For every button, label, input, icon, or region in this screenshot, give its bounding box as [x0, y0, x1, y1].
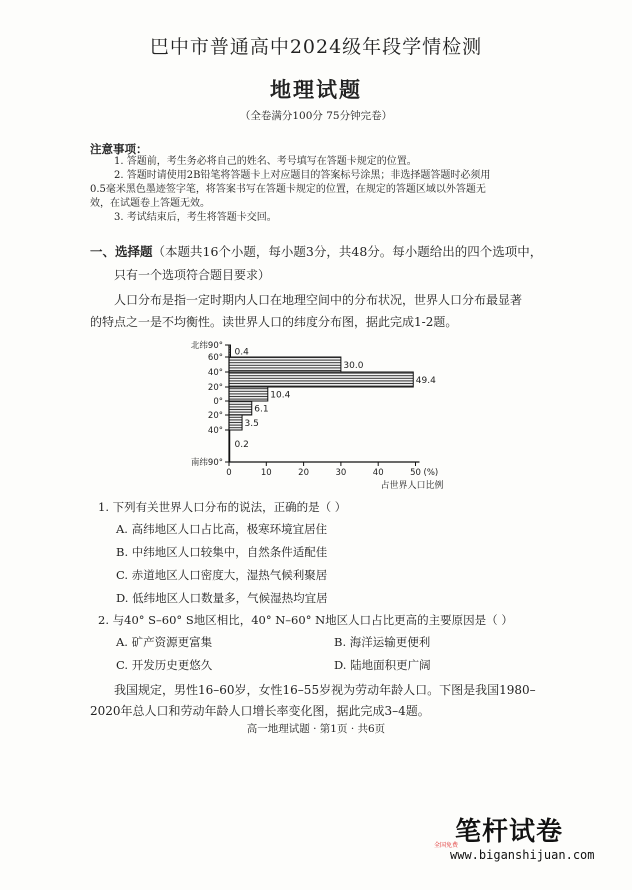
note-line: 效，在试题卷上答题无效。 [90, 198, 210, 209]
x-unit-label: (%) [423, 468, 439, 478]
x-tick-label: 30 [335, 468, 347, 478]
notes-heading: 注意事项： [90, 142, 148, 156]
watermark-name: 笔杆试卷 [455, 817, 564, 847]
y-tick-label: 20° [207, 383, 223, 393]
q1-option-d: D. 低纬地区人口数量多，气候湿热均宜居 [116, 591, 328, 605]
section-desc-2: 只有一个选项符合题目要求） [114, 268, 271, 282]
x-tick-label: 0 [226, 468, 232, 478]
q2-option-a: A. 矿产资源更富集 [116, 635, 213, 649]
q1-option-c: C. 赤道地区人口密度大，湿热气候利聚居 [116, 568, 328, 582]
section-title: 一、选择题 [90, 244, 153, 259]
q1-option-a: A. 高纬地区人口占比高，极寒环境宜居住 [116, 522, 328, 536]
intro-line: 人口分布是指一定时期内人口在地理空间中的分布状况，世界人口分布最显著 [114, 293, 523, 307]
page-footer: 高一地理试题 · 第1页 · 共6页 [246, 723, 386, 735]
bar-value-label: 10.4 [270, 390, 291, 401]
q2-option-c: C. 开发历史更悠久 [116, 658, 213, 672]
bar-value-label: 49.4 [415, 376, 436, 386]
x-axis-title: 占世界人口比例 [380, 481, 444, 491]
y-tick-label: 40° [207, 368, 223, 378]
q1-option-b: B. 中纬地区人口较集中，自然条件适配佳 [116, 545, 328, 559]
note-line: 2. 答题时请使用2B铅笔将答题卡上对应题目的答案标号涂黑；非选择题答题时必须用 [114, 170, 491, 181]
note-line: 0.5毫米黑色墨迹签字笔，将答案书写在答题卡规定的位置，在规定的答题区域以外答题无 [90, 184, 486, 195]
intro2-line: 我国规定，男性16–60岁，女性16–55岁视为劳动年龄人口。下图是我国1980– [114, 683, 536, 697]
bar-value-label: 6.1 [254, 404, 269, 415]
x-tick-label: 10 [260, 468, 272, 478]
subject-title: 地理试题 [270, 78, 362, 102]
bar [229, 387, 268, 401]
note-line: 3. 考试结束后，考生将答题卡交回。 [114, 212, 277, 223]
intro2-line: 2020年总人口和劳动年龄人口增长率变化图，据此完成3–4题。 [90, 704, 430, 718]
exam-meta: （全卷满分100分 75分钟完卷） [239, 110, 393, 122]
y-tick-label: 北纬90° [190, 341, 223, 351]
question-1-stem: 1. 下列有关世界人口分布的说法，正确的是（ ） [98, 500, 347, 514]
x-tick-label: 20 [298, 468, 310, 478]
q2-option-d: D. 陆地面积更广阔 [334, 658, 431, 672]
x-tick-label: 50 [410, 468, 421, 478]
bar-value-label: 0.4 [234, 347, 249, 358]
bar [229, 415, 242, 430]
bar [229, 372, 413, 387]
question-2-stem: 2. 与40° S–60° S地区相比，40° N–60° N地区人口占比更高的主要原因是（ ） [98, 613, 513, 627]
bar-value-label: 3.5 [244, 419, 259, 429]
y-tick-label: 南纬90° [190, 458, 223, 468]
bar-value-label: 0.2 [234, 440, 249, 450]
note-line: 1. 答题前，考生务必将自己的姓名、考号填写在答题卡规定的位置。 [114, 156, 417, 167]
bar [229, 401, 252, 415]
x-tick-label: 40 [372, 468, 384, 478]
y-tick-label: 0° [213, 397, 223, 407]
y-tick-label: 40° [207, 426, 223, 436]
watermark-tag: 全国免费 [434, 842, 459, 849]
q2-option-b: B. 海洋运输更便利 [334, 635, 431, 649]
intro-line: 的特点之一是不均衡性。读世界人口的纬度分布图，据此完成1-2题。 [90, 315, 458, 329]
bar-value-label: 30.0 [343, 361, 364, 371]
bar [229, 357, 341, 372]
section-desc: （本题共16个小题，每小题3分，共48分。每小题给出的四个选项中， [152, 244, 543, 259]
watermark-url: www.biganshijuan.com [450, 848, 595, 862]
y-tick-label: 20° [207, 411, 223, 421]
exam-title: 巴中市普通高中2024级年段学情检测 [149, 36, 483, 58]
y-tick-label: 60° [207, 353, 223, 363]
